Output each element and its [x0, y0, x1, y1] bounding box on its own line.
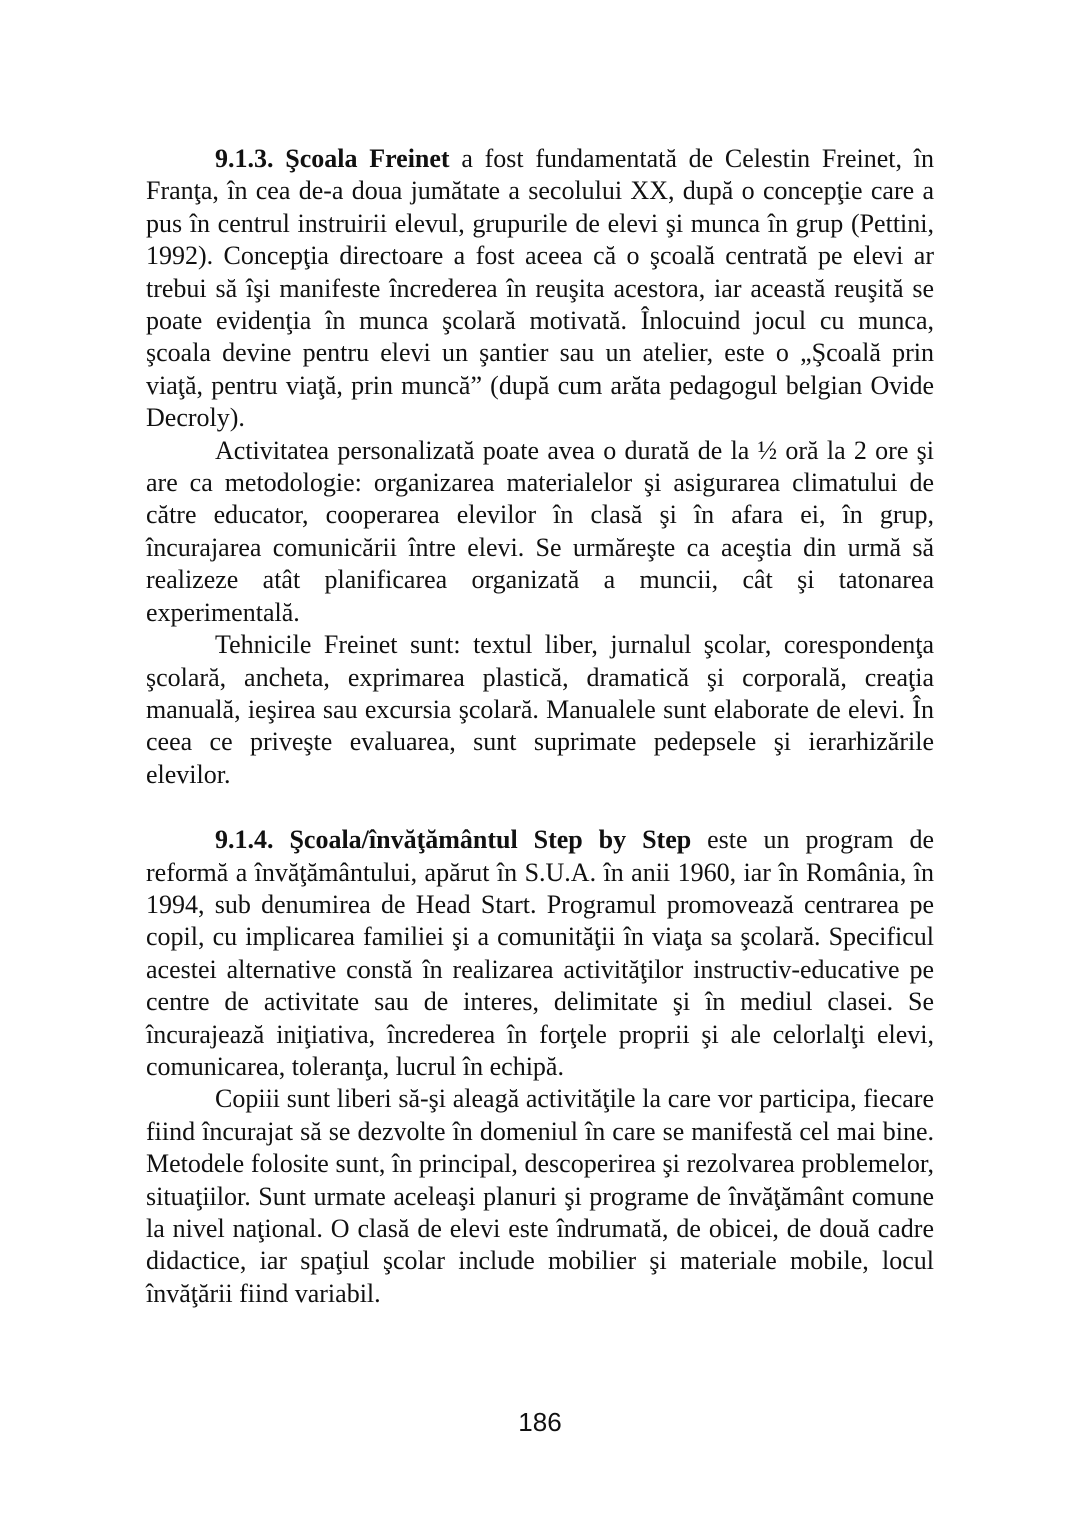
section-freinet [146, 143, 934, 791]
paragraph: Tehnicile Freinet sunt: textul liber, jurnalul şcolar, corespondenţa şcolară, ancheta, exprimarea plastică, dramatică şi corporală, creaţia manuală, ieşirea sau excursia şcolară. Manualele sunt elaborate de elevi. În ceea ce priveşte evaluarea, sunt suprimate pedepsele şi ierarhizările elevilor. [146, 630, 934, 789]
paragraph [146, 143, 934, 435]
paragraph: Activitatea personalizată poate avea o durată de la ½ oră la 2 ore şi are ca metodologie: organizarea materialelor şi asigurarea climatului de către educator, cooperarea elevilor în clasă şi în afara ei, în grup, încurajarea comunicării între elevi. Se urmăreşte ca aceştia din urmă să realizeze atât planificarea organizată a muncii, cât şi tatonarea experimentală. [146, 435, 934, 627]
paragraph-text: a fost fundamentată de Celestin Freinet, în Franţa, în cea de-a doua jumătate a secolului XX, după o concepţie care a pus în centrul instruirii elevul, grupurile de elevi şi munca în grup (Pettini, 1992). Concepţia directoare a fost aceea că o şcoală centrată pe elevi ar trebui să îşi manifeste încrederea în reuşita acestora, iar această reuşită se poate evidenţia în munca şcolară motivată. Înlocuind jocul cu munca, şcoala devine pentru elevi un şantier sau un atelier, este o „Şcoală prin viaţă, pentru viaţă, prin muncă” (după cum arăta pedagogul belgian Ovide Decroly). [146, 144, 934, 433]
paragraph [146, 824, 934, 1083]
section-heading: 9.1.3. Şcoala Freinet [215, 144, 450, 173]
section-heading: 9.1.4. Şcoala/învăţământul Step by Step [215, 825, 692, 855]
paragraph: Copiii sunt liberi să-şi aleagă activităţile la care vor participa, fiecare fiind încurajat să se dezvolte în domeniul în care se manifestă cel mai bine. Metodele folosite sunt, în principal, descoperirea şi rezolvarea problemelor, situaţiilor. Sunt urmate aceleaşi planuri şi programe de învăţământ comune la nivel naţional. O clasă de elevi este îndrumată, de obicei, de două cadre didactice, iar spaţiul şcolar include mobilier şi materiale mobile, locul învăţării fiind variabil. [146, 1084, 934, 1308]
page-number: 186 [518, 1407, 562, 1437]
paragraph-text: este un program de reformă a învăţământului, apărut în S.U.A. în anii 1960, iar în România, în 1994, sub denumirea de Head Start. Programul promovează centrarea pe copil, cu implicarea familiei şi a comunităţii în viaţa sa şcolară. Specificul acestei alternative constă în realizarea activităţilor instructiv-educative pe centre de activitate sau de interes, delimitate şi în mediul clasei. Se încurajează iniţiativa, încrederea în forţele proprii şi ale celorlalţi elevi, comunicarea, toleranţa, lucrul în echipă. [146, 825, 934, 1081]
section-step-by-step [146, 824, 934, 1310]
page-body [146, 143, 934, 1310]
